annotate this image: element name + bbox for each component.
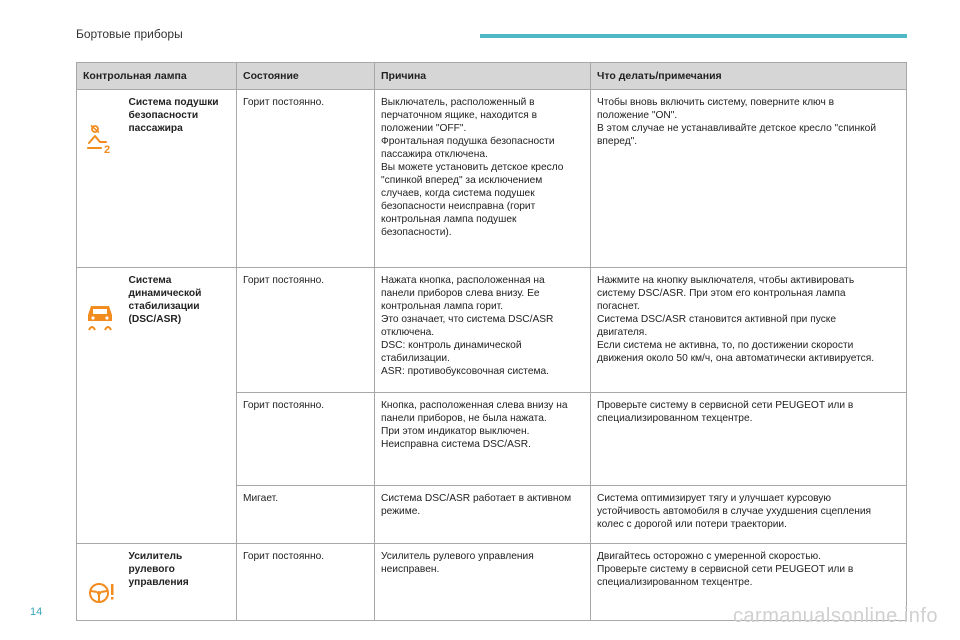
lamp-state: Горит постоянно.	[237, 90, 375, 268]
column-header: Состояние	[237, 63, 375, 90]
section-title: Бортовые приборы	[76, 27, 183, 41]
lamp-state: Горит постоянно.	[237, 393, 375, 486]
lamp-cause: Усилитель рулевого управления неисправен.	[375, 544, 591, 621]
lamp-cause: Нажата кнопка, расположенная на панели приборов слева внизу. Ее контрольная лампа горит. Это означает, что система DSC/ASR отключена. DSC: контроль динамической стабилизации. ASR: противобуксовочная система.	[375, 268, 591, 393]
lamp-name: Система подушки безопасности пассажира	[123, 90, 237, 268]
lamp-icon-cell	[77, 544, 123, 621]
lamp-state: Горит постоянно.	[237, 268, 375, 393]
column-header: Что делать/примечания	[591, 63, 907, 90]
lamp-action: Проверьте систему в сервисной сети PEUGEOT или в специализированном техцентре.	[591, 393, 907, 486]
watermark-text: carmanualsonline.info	[732, 605, 938, 627]
lamp-cause: Система DSC/ASR работает в активном режиме.	[375, 486, 591, 544]
lamp-name: Система динамической стабилизации (DSC/ASR)	[123, 268, 237, 544]
lamp-cause: Кнопка, расположенная слева внизу на панели приборов, не была нажата. При этом индикатор выключен. Неисправна система DSC/ASR.	[375, 393, 591, 486]
passenger-airbag-off-icon	[85, 111, 115, 158]
lamp-state: Мигает.	[237, 486, 375, 544]
lamp-action: Двигайтесь осторожно с умеренной скоростью. Проверьте систему в сервисной сети PEUGEOT или в специализированном техцентре.	[591, 544, 907, 621]
table-row	[77, 268, 907, 393]
power-steering-warning-icon	[85, 565, 115, 612]
dsc-asr-icon	[85, 289, 115, 336]
table-row	[77, 90, 907, 268]
lamp-cause: Выключатель, расположенный в перчаточном ящике, находится в положении "OFF". Фронтальная подушка безопасности пассажира отключена. Вы можете установить детское кресло "спинкой вперед" за исключением случаев, когда система подушек безопасности неисправна (горит контрольная лампа подушек безопасности).	[375, 90, 591, 268]
page-number: 14	[30, 606, 43, 618]
lamp-state: Горит постоянно.	[237, 544, 375, 621]
lamp-icon-cell	[77, 90, 123, 268]
column-header: Причина	[375, 63, 591, 90]
column-header: Контрольная лампа	[77, 63, 237, 90]
lamp-action: Нажмите на кнопку выключателя, чтобы активировать систему DSC/ASR. При этом его контрольная лампа погаснет. Система DSC/ASR становится активной при пуске двигателя. Если система не активна, то, по достижении скорости движения около 50 км/ч, она автоматически активируется.	[591, 268, 907, 393]
warning-lamp-table	[76, 62, 907, 621]
lamp-action: Система оптимизирует тягу и улучшает курсовую устойчивость автомобиля в случае ухудшения сцепления колес с дорогой или потери траектории.	[591, 486, 907, 544]
lamp-name: Усилитель рулевого управления	[123, 544, 237, 621]
table-header-row	[77, 63, 907, 90]
lamp-icon-cell	[77, 268, 123, 544]
header-accent-bar	[480, 34, 907, 38]
lamp-action: Чтобы вновь включить систему, поверните ключ в положение "ON". В этом случае не устанавливайте детское кресло "спинкой вперед".	[591, 90, 907, 268]
svg-text:2: 2	[103, 144, 110, 154]
